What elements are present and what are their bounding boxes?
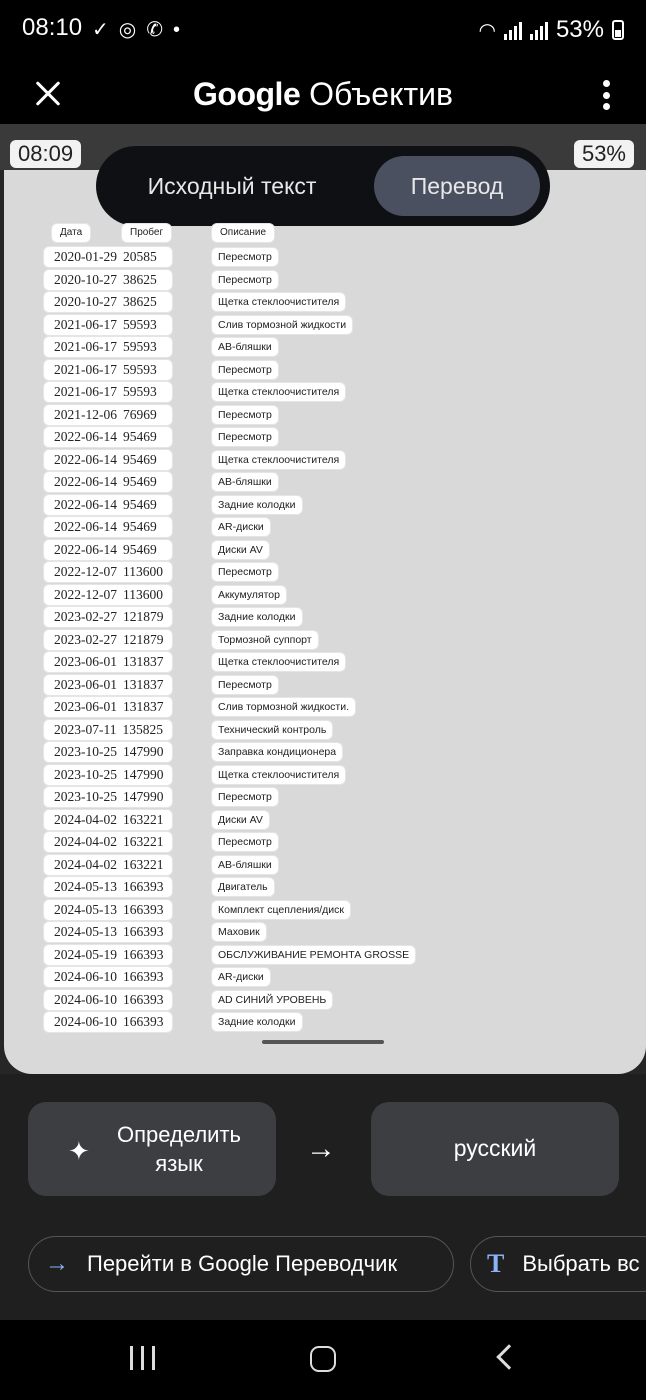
cell-date: 2023-10-25 bbox=[54, 744, 117, 759]
cell-description: АВ-бляшки bbox=[212, 338, 278, 356]
cell-description: Щетка стеклоочистителя bbox=[212, 293, 345, 311]
select-all-label: Выбрать вс bbox=[522, 1251, 640, 1276]
app-bar bbox=[0, 62, 646, 124]
cell-date: 2023-10-25 bbox=[54, 766, 117, 782]
captured-battery: 53% bbox=[574, 140, 634, 168]
row-date-mileage bbox=[44, 855, 172, 875]
cell-date: 2024-05-13 bbox=[54, 879, 117, 894]
row-date-mileage bbox=[44, 517, 172, 537]
cell-mileage: 59593 bbox=[123, 339, 157, 354]
cell-date: 2024-06-10 bbox=[54, 969, 117, 984]
status-time: 08:10 bbox=[22, 14, 83, 41]
cell-mileage: 59593 bbox=[123, 361, 157, 377]
row-date-mileage bbox=[44, 990, 172, 1010]
system-icons bbox=[479, 14, 625, 46]
cell-description: ОБСЛУЖИВАНИЕ РЕМОНТА GROSSE bbox=[212, 946, 415, 964]
arrow-right-icon: → bbox=[306, 1132, 336, 1165]
cell-description: Диски AV bbox=[212, 811, 269, 829]
cell-date: 2022-12-07 bbox=[54, 564, 117, 579]
cell-description: AD СИНИЙ УРОВЕНЬ bbox=[212, 991, 332, 1009]
cell-date: 2021-12-06 bbox=[54, 406, 117, 422]
cell-date: 2023-07-11 bbox=[54, 721, 117, 737]
row-date-mileage bbox=[44, 247, 172, 267]
row-date-mileage bbox=[44, 495, 172, 515]
cell-description: Слив тормозной жидкости. bbox=[212, 698, 355, 716]
cell-date: 2022-06-14 bbox=[54, 496, 117, 512]
cell-mileage: 95469 bbox=[123, 519, 157, 534]
cell-date: 2024-04-02 bbox=[54, 834, 117, 849]
captured-time: 08:09 bbox=[10, 140, 81, 168]
row-date-mileage bbox=[44, 810, 172, 830]
signal-icon bbox=[504, 20, 522, 40]
cell-mileage: 166393 bbox=[123, 879, 164, 894]
row-date-mileage bbox=[44, 922, 172, 942]
row-date-mileage bbox=[44, 900, 172, 920]
cell-mileage: 166393 bbox=[123, 991, 164, 1007]
cell-description: Задние колодки bbox=[212, 608, 302, 626]
sparkle-icon: ✦ bbox=[68, 1136, 90, 1166]
battery-icon bbox=[612, 20, 624, 40]
cell-description: Аккумулятор bbox=[212, 586, 286, 604]
cell-mileage: 95469 bbox=[123, 541, 157, 557]
cell-description: АВ-бляшки bbox=[212, 473, 278, 491]
back-icon[interactable] bbox=[496, 1344, 521, 1369]
cell-mileage: 166393 bbox=[123, 1014, 164, 1029]
cell-description: Двигатель bbox=[212, 878, 274, 896]
cell-mileage: 113600 bbox=[123, 586, 163, 602]
row-date-mileage bbox=[44, 675, 172, 695]
cell-date: 2023-02-27 bbox=[54, 631, 117, 647]
wifi-icon: ◠ bbox=[478, 19, 496, 42]
bottom-panel bbox=[0, 1074, 646, 1320]
cell-mileage: 95469 bbox=[123, 429, 157, 444]
cell-date: 2024-04-02 bbox=[54, 856, 117, 872]
header-description: Описание bbox=[212, 224, 274, 242]
row-date-mileage bbox=[44, 832, 172, 852]
cell-mileage: 38625 bbox=[123, 271, 157, 287]
navigation-bar bbox=[0, 1320, 646, 1400]
cell-description: АR-диски bbox=[212, 518, 270, 536]
cell-date: 2023-06-01 bbox=[54, 699, 117, 714]
cell-date: 2023-02-27 bbox=[54, 609, 117, 624]
row-date-mileage bbox=[44, 742, 172, 762]
cell-description: Щетка стеклоочистителя bbox=[212, 451, 345, 469]
row-date-mileage bbox=[44, 720, 172, 740]
cell-date: 2020-10-27 bbox=[54, 271, 117, 287]
cell-date: 2021-06-17 bbox=[54, 384, 117, 399]
cell-mileage: 59593 bbox=[123, 384, 157, 399]
cell-description: Пересмотр bbox=[212, 833, 278, 851]
cell-date: 2023-10-25 bbox=[54, 789, 117, 804]
cell-description: Комплект сцепления/диск bbox=[212, 901, 350, 919]
cell-date: 2024-05-13 bbox=[54, 924, 117, 939]
open-google-translate-button[interactable] bbox=[28, 1236, 454, 1292]
cell-mileage: 113600 bbox=[123, 564, 163, 579]
cell-mileage: 38625 bbox=[123, 294, 157, 309]
cell-description: Пересмотр bbox=[212, 676, 278, 694]
cell-mileage: 20585 bbox=[123, 249, 157, 264]
cell-mileage: 95469 bbox=[123, 474, 157, 489]
cell-mileage: 166393 bbox=[123, 901, 164, 917]
cell-description: Технический контроль bbox=[212, 721, 332, 739]
signal-icon-2 bbox=[530, 20, 548, 40]
row-date-mileage bbox=[44, 405, 172, 425]
cell-description: АВ-бляшки bbox=[212, 856, 278, 874]
cell-description: Тормозной суппорт bbox=[212, 631, 318, 649]
row-date-mileage bbox=[44, 652, 172, 672]
cell-description: АR-диски bbox=[212, 968, 270, 986]
cell-description: Задние колодки bbox=[212, 1013, 302, 1031]
cell-mileage: 166393 bbox=[123, 946, 164, 962]
cell-date: 2022-12-07 bbox=[54, 586, 117, 602]
header-date: Дата bbox=[52, 224, 90, 242]
cell-description: Пересмотр bbox=[212, 406, 278, 424]
row-date-mileage bbox=[44, 540, 172, 560]
cell-mileage: 95469 bbox=[123, 451, 157, 467]
cell-date: 2024-06-10 bbox=[54, 1014, 117, 1029]
cell-mileage: 135825 bbox=[122, 721, 163, 737]
row-date-mileage bbox=[44, 697, 172, 717]
cell-date: 2022-06-14 bbox=[54, 451, 117, 467]
cell-date: 2024-04-02 bbox=[54, 811, 117, 827]
target-language-label: русский bbox=[453, 1135, 537, 1161]
row-date-mileage bbox=[44, 787, 172, 807]
cell-description: Пересмотр bbox=[212, 361, 278, 379]
cell-mileage: 131837 bbox=[123, 676, 164, 692]
row-date-mileage bbox=[44, 967, 172, 987]
view-toggle bbox=[96, 146, 550, 226]
target-language-button[interactable] bbox=[371, 1102, 619, 1196]
app-title bbox=[0, 76, 646, 113]
row-date-mileage bbox=[44, 1012, 172, 1032]
open-google-translate-label: Перейти в Google Переводчик bbox=[87, 1251, 398, 1276]
row-date-mileage bbox=[44, 450, 172, 470]
cell-mileage: 147990 bbox=[123, 744, 164, 759]
cell-mileage: 121879 bbox=[123, 631, 164, 647]
cell-date: 2021-06-17 bbox=[54, 361, 117, 377]
arrow-icon: → bbox=[45, 1250, 69, 1277]
instagram-icon: ◎ bbox=[118, 19, 137, 41]
cell-mileage: 163221 bbox=[123, 856, 164, 872]
cell-description: Маховик bbox=[212, 923, 266, 941]
source-language-label: Определить язык bbox=[116, 1122, 242, 1176]
cell-mileage: 95469 bbox=[123, 496, 157, 512]
cell-mileage: 163221 bbox=[123, 834, 164, 849]
cell-mileage: 166393 bbox=[123, 969, 164, 984]
cell-mileage: 76969 bbox=[123, 406, 157, 422]
title-product: Объектив bbox=[309, 76, 453, 112]
cell-description: Щетка стеклоочистителя bbox=[212, 383, 345, 401]
row-date-mileage bbox=[44, 765, 172, 785]
row-date-mileage bbox=[44, 270, 172, 290]
cell-date: 2021-06-17 bbox=[54, 339, 117, 354]
source-language-button[interactable] bbox=[28, 1102, 276, 1196]
cell-description: Пересмотр bbox=[212, 271, 278, 289]
cell-date: 2024-06-10 bbox=[54, 991, 117, 1007]
cell-date: 2021-06-17 bbox=[54, 316, 117, 332]
cell-date: 2023-06-01 bbox=[54, 676, 117, 692]
cell-mileage: 121879 bbox=[123, 609, 164, 624]
recent-apps-icon[interactable] bbox=[130, 1346, 155, 1370]
cell-description: Пересмотр bbox=[212, 248, 278, 266]
row-date-mileage bbox=[44, 315, 172, 335]
cell-mileage: 59593 bbox=[123, 316, 157, 332]
captured-home-pill bbox=[262, 1040, 384, 1044]
row-date-mileage bbox=[44, 630, 172, 650]
cell-date: 2020-10-27 bbox=[54, 294, 117, 309]
row-date-mileage bbox=[44, 360, 172, 380]
cell-description: Пересмотр bbox=[212, 563, 278, 581]
check-icon: ✓ bbox=[92, 19, 109, 41]
title-brand: Google bbox=[193, 76, 301, 112]
row-date-mileage bbox=[44, 337, 172, 357]
tab-translation[interactable]: Перевод bbox=[374, 156, 540, 216]
status-bar bbox=[0, 0, 646, 62]
text-icon: T bbox=[487, 1249, 505, 1278]
cell-date: 2023-06-01 bbox=[54, 654, 117, 669]
cell-date: 2024-05-19 bbox=[54, 946, 117, 962]
cell-description: Щетка стеклоочистителя bbox=[212, 653, 345, 671]
row-date-mileage bbox=[44, 382, 172, 402]
viber-icon: ✆ bbox=[146, 19, 163, 41]
cell-mileage: 147990 bbox=[123, 789, 164, 804]
row-date-mileage bbox=[44, 945, 172, 965]
row-date-mileage bbox=[44, 562, 172, 582]
cell-description: Слив тормозной жидкости bbox=[212, 316, 352, 334]
cell-mileage: 131837 bbox=[123, 699, 164, 714]
cell-date: 2022-06-14 bbox=[54, 541, 117, 557]
header-mileage: Пробег bbox=[122, 224, 171, 242]
notification-icons bbox=[92, 14, 180, 46]
cell-date: 2020-01-29 bbox=[54, 249, 117, 264]
cell-description: Задние колодки bbox=[212, 496, 302, 514]
cell-date: 2022-06-14 bbox=[54, 519, 117, 534]
cell-mileage: 147990 bbox=[123, 766, 164, 782]
select-all-button[interactable] bbox=[470, 1236, 646, 1292]
cell-date: 2024-05-13 bbox=[54, 901, 117, 917]
cell-description: Диски AV bbox=[212, 541, 269, 559]
more-options-icon[interactable] bbox=[602, 80, 610, 110]
cell-description: Щетка стеклоочистителя bbox=[212, 766, 345, 784]
row-date-mileage bbox=[44, 585, 172, 605]
home-icon[interactable] bbox=[310, 1346, 336, 1372]
cell-mileage: 163221 bbox=[123, 811, 164, 827]
tab-source-text[interactable]: Исходный текст bbox=[147, 173, 317, 199]
cell-date: 2022-06-14 bbox=[54, 429, 117, 444]
row-date-mileage bbox=[44, 292, 172, 312]
row-date-mileage bbox=[44, 607, 172, 627]
dot-icon: • bbox=[172, 19, 180, 41]
row-date-mileage bbox=[44, 427, 172, 447]
cell-description: Пересмотр bbox=[212, 428, 278, 446]
cell-date: 2022-06-14 bbox=[54, 474, 117, 489]
row-date-mileage bbox=[44, 472, 172, 492]
cell-description: Заправка кондиционера bbox=[212, 743, 342, 761]
cell-mileage: 131837 bbox=[123, 654, 164, 669]
battery-percent: 53% bbox=[555, 16, 604, 43]
cell-description: Пересмотр bbox=[212, 788, 278, 806]
row-date-mileage bbox=[44, 877, 172, 897]
cell-mileage: 166393 bbox=[123, 924, 164, 939]
